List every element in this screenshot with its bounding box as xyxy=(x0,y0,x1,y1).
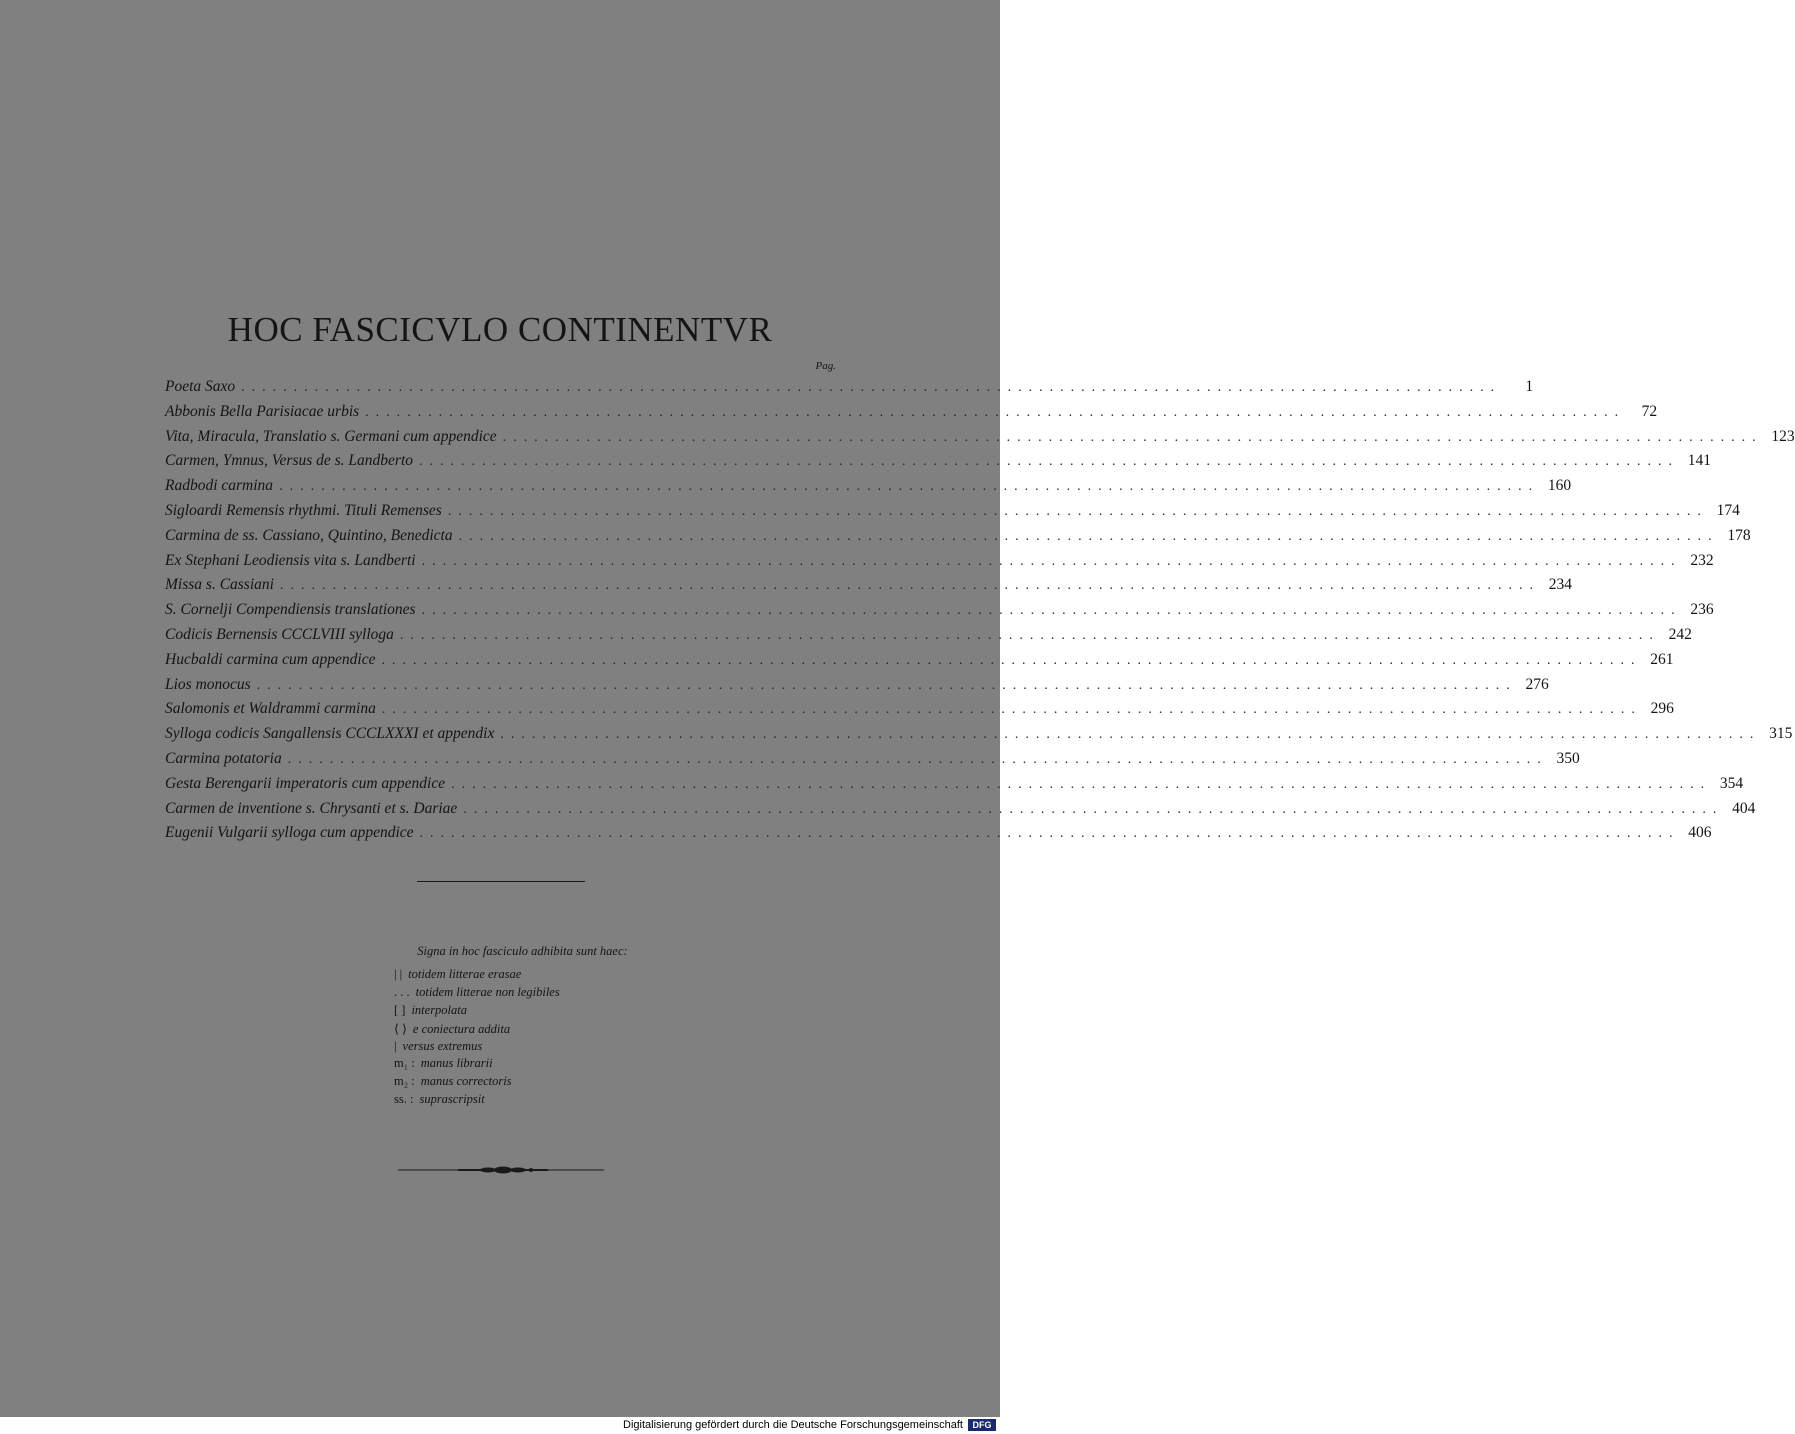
signa-item xyxy=(394,1039,560,1057)
toc-entry xyxy=(165,402,1658,428)
toc-entry-title: Carmina de ss. Cassiano, Quintino, Benedicta xyxy=(165,526,453,544)
toc-leader-dots: ........................................................................................................................ xyxy=(256,677,1517,693)
signa-symbol: ⟨ ⟩ xyxy=(394,1021,407,1036)
toc-entry-page: 242 xyxy=(1668,625,1692,643)
signa-symbol: ss. : xyxy=(394,1092,414,1107)
signa-item xyxy=(394,1092,560,1110)
toc-leader-dots: ........................................................................................................................ xyxy=(419,826,1680,842)
toc-leader-dots: ........................................................................................................................ xyxy=(287,751,1548,767)
toc-leader-dots: ........................................................................................................................ xyxy=(500,727,1761,743)
signa-description: manus correctoris xyxy=(420,1074,512,1089)
toc-entry-title: Gesta Berengarii imperatoris cum appendice xyxy=(165,774,446,792)
ornament-divider-icon xyxy=(398,1160,604,1180)
toc-entry-page: 406 xyxy=(1688,824,1712,842)
toc-entry-page: 232 xyxy=(1690,551,1714,569)
signa-symbol: | xyxy=(394,1038,397,1053)
toc-leader-dots: ........................................................................................................................ xyxy=(399,627,1660,643)
toc-entry-page: 404 xyxy=(1732,799,1756,817)
toc-entry xyxy=(165,452,1712,477)
toc-entry-title: Hucbaldi carmina cum appendice xyxy=(165,650,376,668)
toc-entry xyxy=(165,526,1751,552)
toc-entry-title: Salomonis et Waldrammi carmina xyxy=(165,700,376,718)
signa-description: manus librarii xyxy=(420,1056,493,1071)
toc-entry-page: 276 xyxy=(1525,675,1549,693)
page-column-label: Pag. xyxy=(815,360,836,372)
signa-description: interpolata xyxy=(411,1002,468,1017)
toc-entry xyxy=(165,477,1572,502)
toc-entry xyxy=(165,725,1793,750)
toc-entry-page: 174 xyxy=(1716,501,1740,519)
toc-entry xyxy=(165,601,1714,626)
toc-entry-title: Sylloga codicis Sangallensis CCCLXXXI et appendix xyxy=(165,725,495,743)
toc-entry-page: 1 xyxy=(1525,378,1534,395)
toc-entry-title: S. Cornelji Compendiensis translationes xyxy=(165,601,416,619)
signa-symbol: m₂ : xyxy=(394,1074,415,1089)
toc-entry-page: 354 xyxy=(1719,774,1744,792)
signa-item xyxy=(394,1021,560,1039)
toc-leader-dots: ........................................................................................................................ xyxy=(451,776,1712,792)
dfg-logo-icon: DFG xyxy=(968,1419,996,1431)
toc-entry-title: Eugenii Vulgarii sylloga cum appendice xyxy=(165,824,414,842)
toc-entry-title: Radbodi carmina xyxy=(165,477,274,495)
toc-entry-page: 72 xyxy=(1641,402,1658,420)
table-of-contents xyxy=(165,378,1795,849)
toc-entry xyxy=(165,774,1744,800)
toc-leader-dots: ........................................................................................................................ xyxy=(381,652,1642,668)
toc-entry xyxy=(165,799,1756,825)
signa-item xyxy=(394,967,560,985)
toc-entry-page: 296 xyxy=(1650,700,1674,718)
signa-item xyxy=(394,1003,560,1021)
signa-item xyxy=(394,1074,560,1092)
signa-list xyxy=(394,967,560,1110)
toc-leader-dots: ........................................................................................................................ xyxy=(458,528,1719,544)
divider-rule xyxy=(417,881,585,882)
signa-item xyxy=(394,985,560,1003)
signa-description: suprascripsit xyxy=(419,1092,485,1107)
toc-entry-title: Missa s. Cassiani xyxy=(165,576,274,594)
toc-entry-title: Codicis Bernensis CCCLVIII sylloga xyxy=(165,625,394,643)
signa-symbol: [ ] xyxy=(394,1002,406,1017)
toc-entry-title: Carmina potatoria xyxy=(165,749,282,767)
toc-leader-dots: ........................................................................................................................ xyxy=(279,479,1540,495)
signa-symbol: . . . xyxy=(394,984,410,999)
toc-leader-dots: ........................................................................................................................ xyxy=(502,429,1763,445)
toc-leader-dots: ........................................................................................................................ xyxy=(381,702,1642,718)
toc-entry xyxy=(165,551,1714,577)
toc-entry xyxy=(165,427,1795,453)
toc-leader-dots: ........................................................................................................................ xyxy=(365,404,1626,420)
toc-entry xyxy=(165,675,1549,701)
toc-leader-dots: ........................................................................................................................ xyxy=(421,603,1682,619)
toc-leader-dots: ........................................................................................................................ xyxy=(279,578,1540,594)
toc-entry-page: 141 xyxy=(1687,452,1712,470)
signa-symbol: | | xyxy=(394,967,403,981)
toc-entry-page: 236 xyxy=(1690,601,1714,619)
toc-entry-title: Lios monocus xyxy=(165,675,251,693)
toc-entry-title: Abbonis Bella Parisiacae urbis xyxy=(165,402,360,420)
toc-entry xyxy=(165,824,1712,849)
toc-entry-page: 234 xyxy=(1548,576,1572,594)
toc-entry-title: Carmen de inventione s. Chrysanti et s. Dariae xyxy=(165,799,458,817)
toc-entry-page: 261 xyxy=(1650,650,1674,668)
signa-item xyxy=(394,1056,560,1074)
signa-heading: Signa in hoc fasciculo adhibita sunt haec: xyxy=(417,944,628,958)
signa-description: totidem litterae non legibiles xyxy=(415,984,560,999)
signa-symbol: m₁ : xyxy=(394,1056,415,1071)
signa-description: totidem litterae erasae xyxy=(408,967,522,981)
toc-leader-dots: ........................................................................................................................ xyxy=(447,503,1708,519)
toc-leader-dots: ........................................................................................................................ xyxy=(241,380,1502,395)
toc-entry xyxy=(165,501,1740,527)
toc-entry-page: 123 xyxy=(1771,427,1795,445)
toc-entry xyxy=(165,749,1580,775)
toc-entry-page: 178 xyxy=(1727,526,1751,544)
toc-entry xyxy=(165,625,1692,651)
toc-entry-title: Poeta Saxo xyxy=(165,378,236,395)
toc-entry-page: 350 xyxy=(1556,749,1580,767)
toc-entry xyxy=(165,378,1534,403)
toc-entry-title: Ex Stephani Leodiensis vita s. Landberti xyxy=(165,551,416,569)
toc-entry xyxy=(165,576,1572,601)
toc-entry-title: Sigloardi Remensis rhythmi. Tituli Remenses xyxy=(165,501,442,519)
toc-leader-dots: ........................................................................................................................ xyxy=(419,454,1680,470)
page-title: HOC FASCICVLO CONTINENTVR xyxy=(227,310,773,349)
signa-description: e coniectura addita xyxy=(412,1021,511,1036)
toc-leader-dots: ........................................................................................................................ xyxy=(421,553,1682,569)
toc-entry-title: Vita, Miracula, Translatio s. Germani cum appendice xyxy=(165,427,497,445)
toc-entry-page: 160 xyxy=(1547,477,1572,495)
toc-entry xyxy=(165,700,1674,725)
toc-leader-dots: ........................................................................................................................ xyxy=(463,801,1724,817)
toc-entry xyxy=(165,650,1674,676)
digitization-credit: Digitalisierung gefördert durch die Deutsche Forschungsgemeinschaft xyxy=(623,1419,963,1431)
toc-entry-page: 315 xyxy=(1769,725,1793,743)
signa-description: versus extremus xyxy=(402,1038,483,1053)
toc-entry-title: Carmen, Ymnus, Versus de s. Landberto xyxy=(165,452,414,470)
